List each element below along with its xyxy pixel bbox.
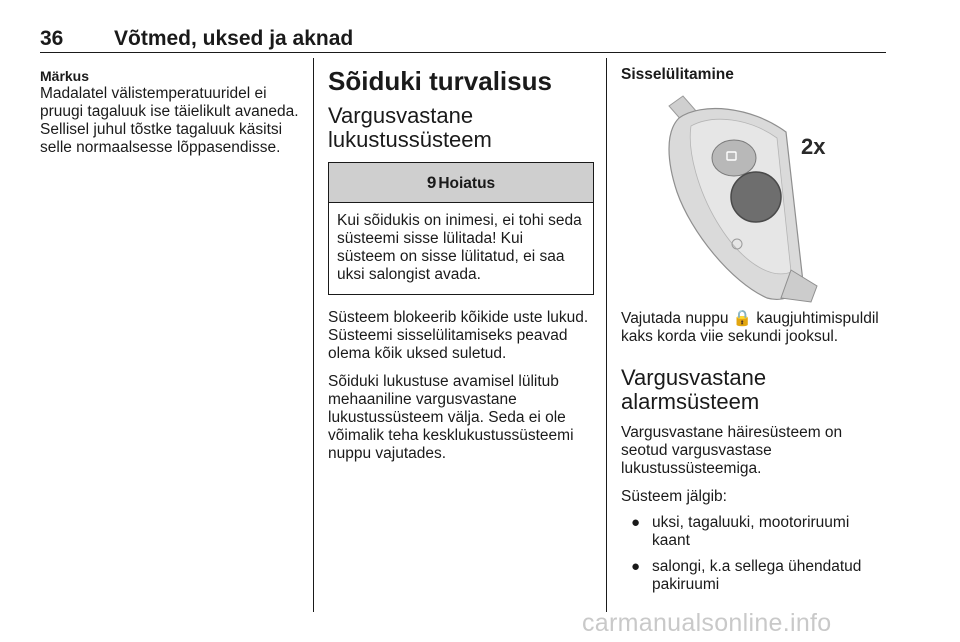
page-header bbox=[40, 26, 886, 53]
paragraph-block-locks: Süsteem blokeerib kõikide uste lukud. Süsteemi sisselülitamiseks peavad olema kõik uksed suletud. bbox=[328, 309, 589, 362]
paragraph-unlock: Sõiduki lukustuse avamisel lülitub mehaaniline vargusvastane lukustussüsteem välja. Seda ei ole võimalik teha kesklukustussüsteemi nuppu vajutades. bbox=[328, 373, 574, 462]
column-divider-2 bbox=[606, 58, 607, 612]
warning-triangle-icon: 9 bbox=[426, 173, 437, 192]
note-text: Madalatel välistemperatuuridel ei pruugi tagaluuk ise täielikult avaneda. Sellisel juhul tõstke tagaluuk käsitsi selle normaalsesse lõppasendisse. bbox=[40, 85, 299, 156]
section-heading: Sõiduki turvalisus bbox=[328, 66, 552, 96]
list-item bbox=[621, 514, 889, 550]
key-fob-illustration bbox=[621, 92, 886, 304]
warning-title-bar bbox=[329, 163, 593, 203]
warning-text: Kui sõidukis on inimesi, ei tohi seda süsteemi sisse lülitada! Kui süsteem on sisse lülitatud, ei saa uksi salongist avada. bbox=[337, 212, 582, 283]
list-item bbox=[621, 558, 889, 594]
column-left bbox=[40, 60, 302, 157]
watermark: carmanualsonline.info bbox=[582, 609, 832, 637]
paragraph-press-button: Vajutada nuppu 🔒 kaugjuhtimispuldil kaks korda viie sekundi jooksul. bbox=[621, 310, 879, 345]
figure-label: 2x bbox=[801, 134, 826, 159]
activation-heading: Sisselülitamine bbox=[621, 66, 734, 83]
section-subheading: Vargusvastane lukustussüsteem bbox=[328, 103, 492, 152]
warning-box bbox=[328, 162, 594, 295]
warning-title: Hoiatus bbox=[438, 175, 496, 192]
note-heading: Märkus bbox=[40, 68, 90, 84]
paragraph-monitors: Süsteem jälgib: bbox=[621, 488, 727, 505]
bullet-icon: ● bbox=[631, 558, 641, 575]
key-fob-icon bbox=[621, 92, 886, 304]
chapter-title: Võtmed, uksed ja aknad bbox=[114, 27, 354, 50]
list-item-text: uksi, tagaluuki, mootoriruumi kaant bbox=[652, 514, 850, 549]
page-number: 36 bbox=[40, 27, 64, 50]
bullet-icon: ● bbox=[631, 514, 641, 531]
column-middle bbox=[328, 60, 594, 463]
monitor-list bbox=[621, 514, 889, 594]
list-item-text: salongi, k.a sellega ühendatud pakiruumi bbox=[652, 558, 862, 593]
paragraph-alarm-linked: Vargusvastane häiresüsteem on seotud vargusvastase lukustussüsteemiga. bbox=[621, 424, 843, 477]
column-right bbox=[621, 60, 889, 594]
alarm-heading: Vargusvastane alarmsüsteem bbox=[621, 365, 767, 414]
column-divider-1 bbox=[313, 58, 314, 612]
